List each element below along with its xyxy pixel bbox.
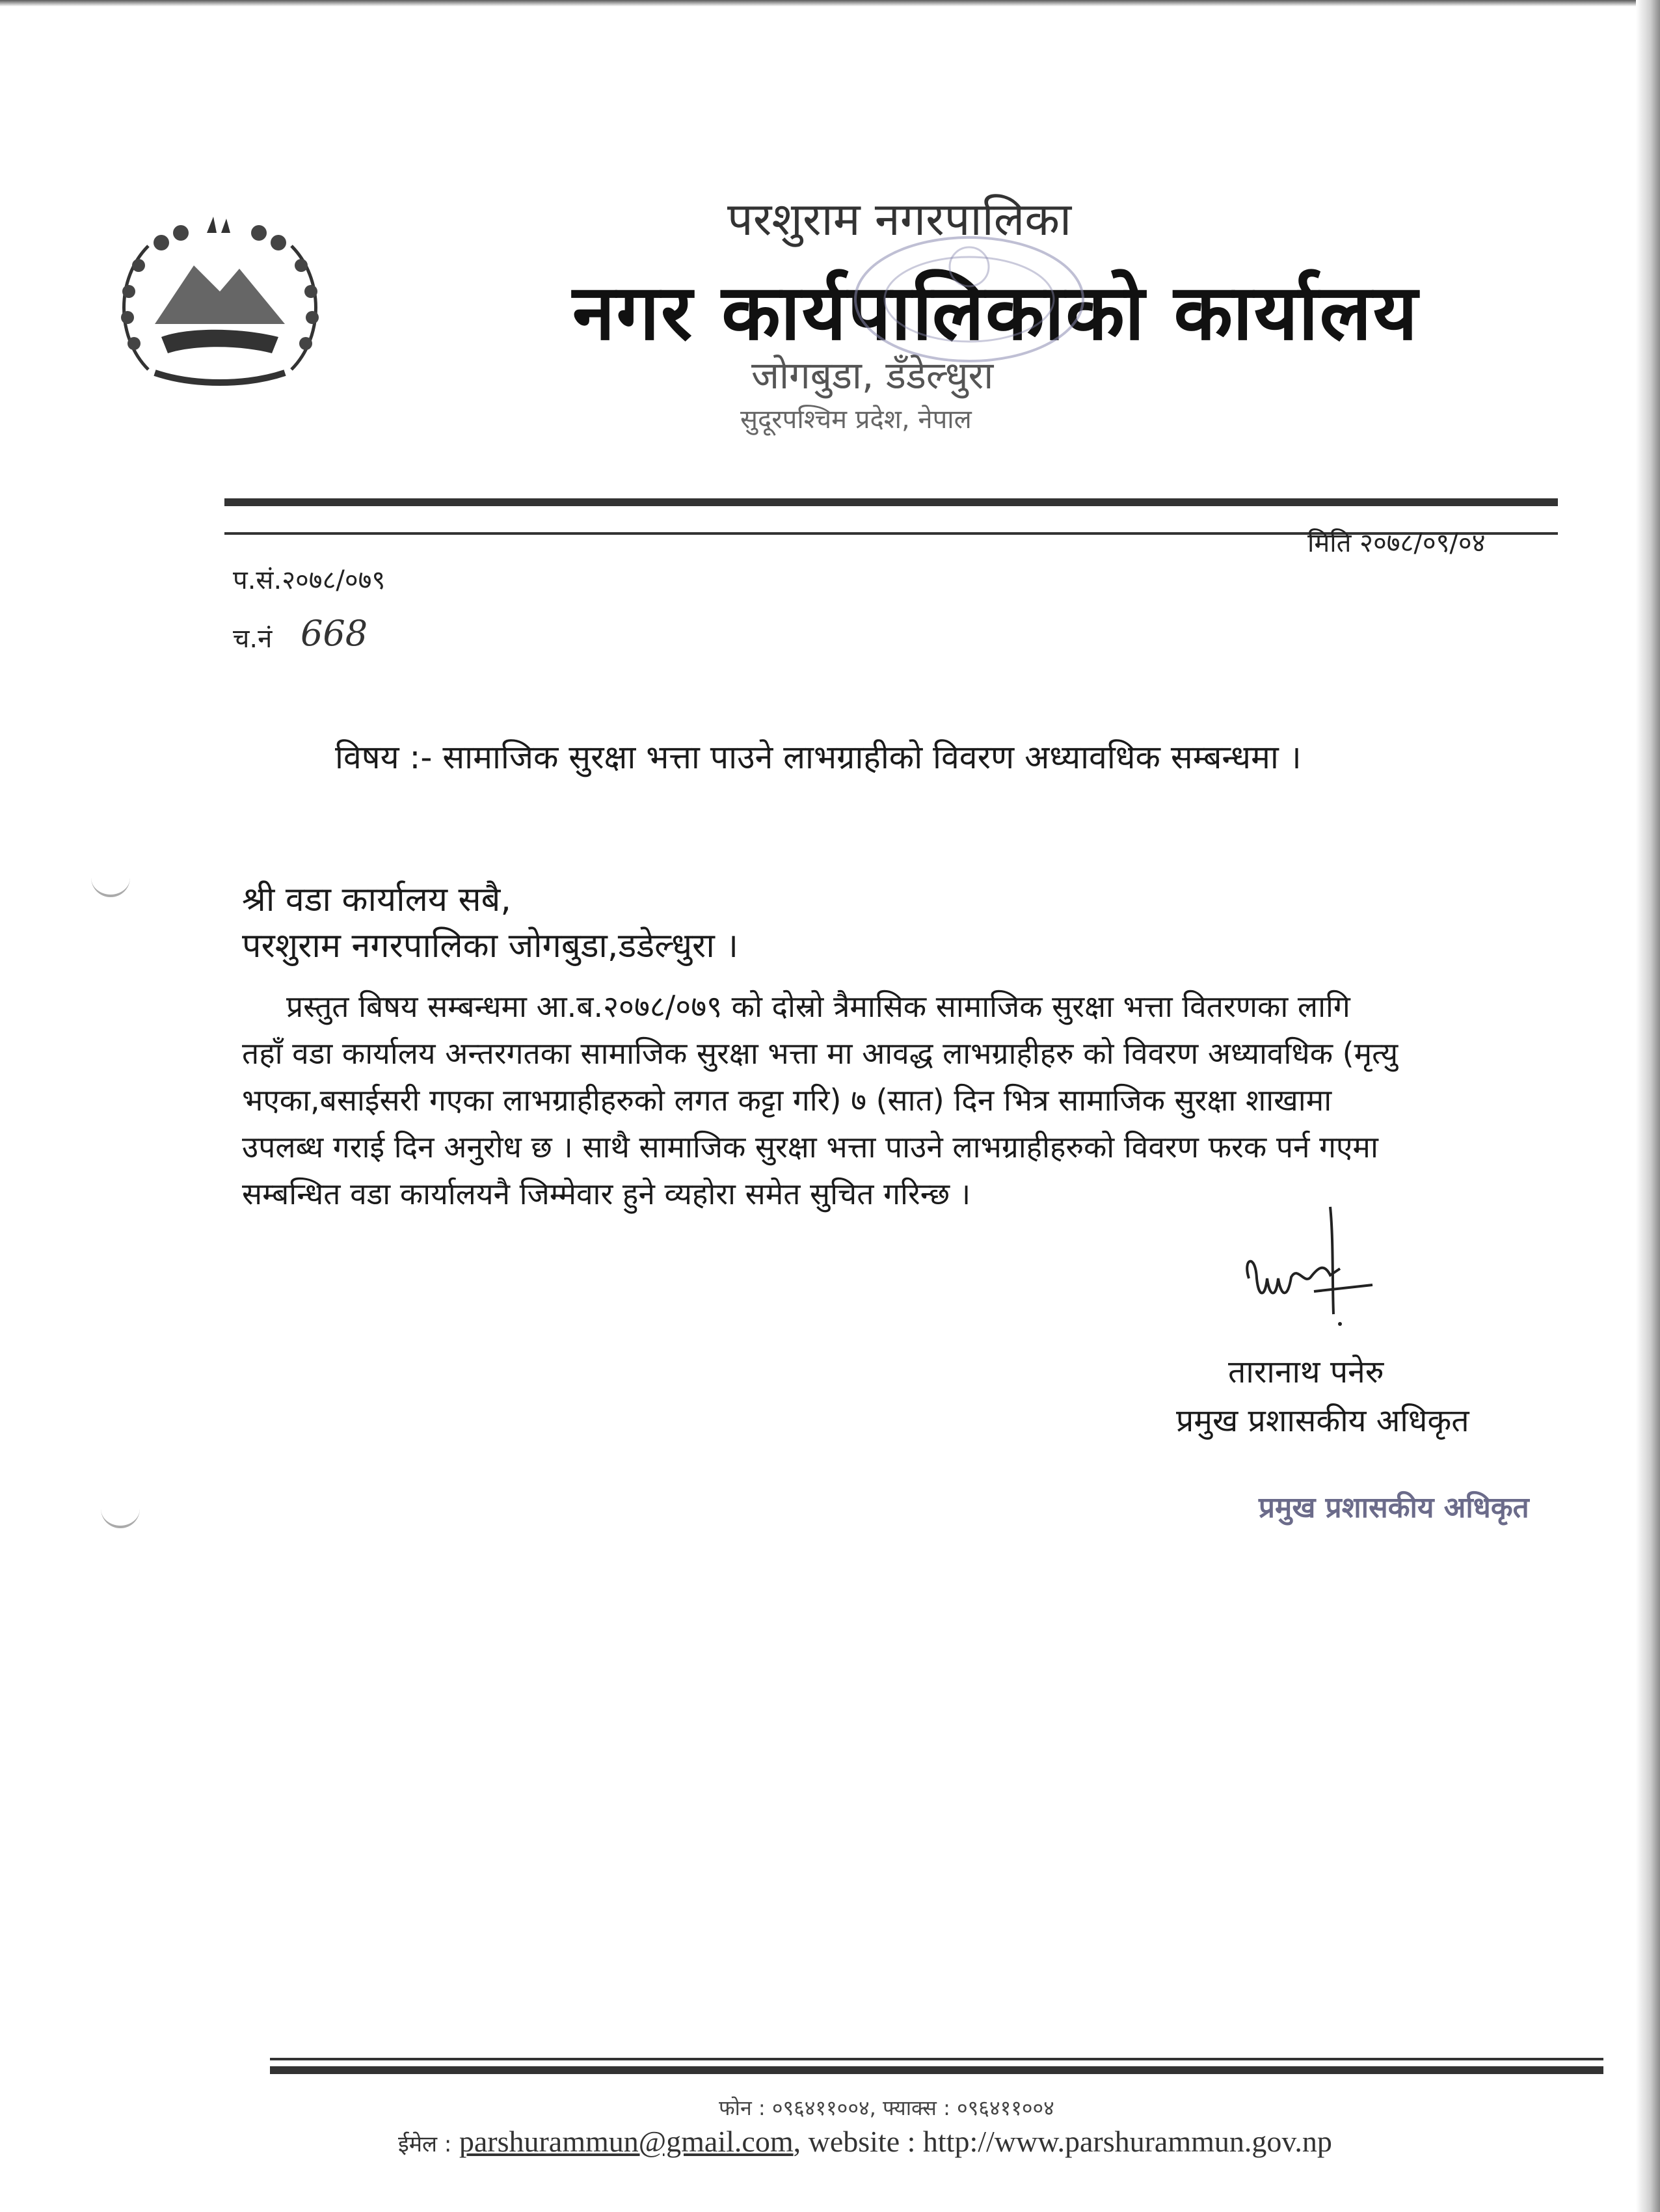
addressee-line-1: श्री वडा कार्यालय सबै, xyxy=(242,880,511,919)
punch-hole-mark xyxy=(101,1506,140,1528)
letter-subject: विषय :- सामाजिक सुरक्षा भत्ता पाउने लाभग्राहीको विवरण अध्यावधिक सम्बन्धमा । xyxy=(335,738,1302,776)
footer-divider-rule xyxy=(270,2058,1603,2060)
punch-hole-mark xyxy=(91,875,130,897)
addressee-line-2: परशुराम नगरपालिका जोगबुडा,डडेल्धुरा । xyxy=(242,926,739,965)
header-divider-rule xyxy=(224,498,1558,506)
signatory-designation: प्रमुख प्रशासकीय अधिकृत xyxy=(1176,1403,1469,1439)
footer-contact: फोन : ०९६४११००४, फ्याक्स : ०९६४११००४ xyxy=(719,2096,1054,2120)
footer-email-line xyxy=(398,2124,1332,2159)
body-line: तहाँ वडा कार्यालय अन्तरगतका सामाजिक सुरक्षा भत्ता मा आवद्ध लाभग्राहीहरु को विवरण अध्यावधिक (मृत्यु xyxy=(242,1036,1399,1071)
office-province: सुदूरपश्चिम प्रदेश, नेपाल xyxy=(740,405,972,435)
scan-top-edge xyxy=(0,0,1660,7)
scan-right-edge xyxy=(1636,0,1660,2212)
office-location: जोगबुडा, डँडेल्धुरा xyxy=(751,353,994,398)
body-line: प्रस्तुत बिषय सम्बन्धमा आ.ब.२०७८/०७९ को दोस्रो त्रैमासिक सामाजिक सुरक्षा भत्ता वितरणका लागि xyxy=(286,989,1350,1024)
handwritten-signature-icon xyxy=(1236,1200,1418,1343)
email-link[interactable]: parshurammun@gmail.com xyxy=(459,2125,794,2158)
footer-divider-rule-thick xyxy=(270,2066,1603,2074)
signatory-name: तारानाथ पनेरु xyxy=(1228,1354,1384,1390)
designation-stamp: प्रमुख प्रशासकीय अधिकृत xyxy=(1259,1491,1529,1524)
office-title: नगर कार्यपालिकाको कार्यालय xyxy=(572,267,1419,357)
dispatch-number-label: च.नं xyxy=(233,624,273,654)
body-line: भएका,बसाईसरी गएका लाभग्राहीहरुको लगत कट्टा गरि) ७ (सात) दिन भित्र सामाजिक सुरक्षा शाखामा xyxy=(242,1083,1332,1118)
office-stamp-icon xyxy=(846,228,1093,371)
letter-date: मिति २०७८/०९/०४ xyxy=(1307,528,1486,558)
website-text: , website : http://www.parshurammun.gov.np xyxy=(793,2125,1332,2158)
nepal-government-emblem-icon xyxy=(109,207,330,393)
body-line: उपलब्ध गराई दिन अनुरोध छ । साथै सामाजिक सुरक्षा भत्ता पाउने लाभग्राहीहरुको विवरण फरक पर्न गएमा xyxy=(242,1129,1378,1165)
municipality-name: परशुराम नगरपालिका xyxy=(727,193,1072,246)
email-label: ईमेल : xyxy=(398,2131,452,2157)
letter-reference-number: प.सं.२०७८/०७९ xyxy=(233,565,386,595)
dispatch-number: 668 xyxy=(301,613,368,654)
body-line: सम्बन्धित वडा कार्यालयनै जिम्मेवार हुने व्यहोरा समेत सुचित गरिन्छ । xyxy=(242,1176,971,1211)
